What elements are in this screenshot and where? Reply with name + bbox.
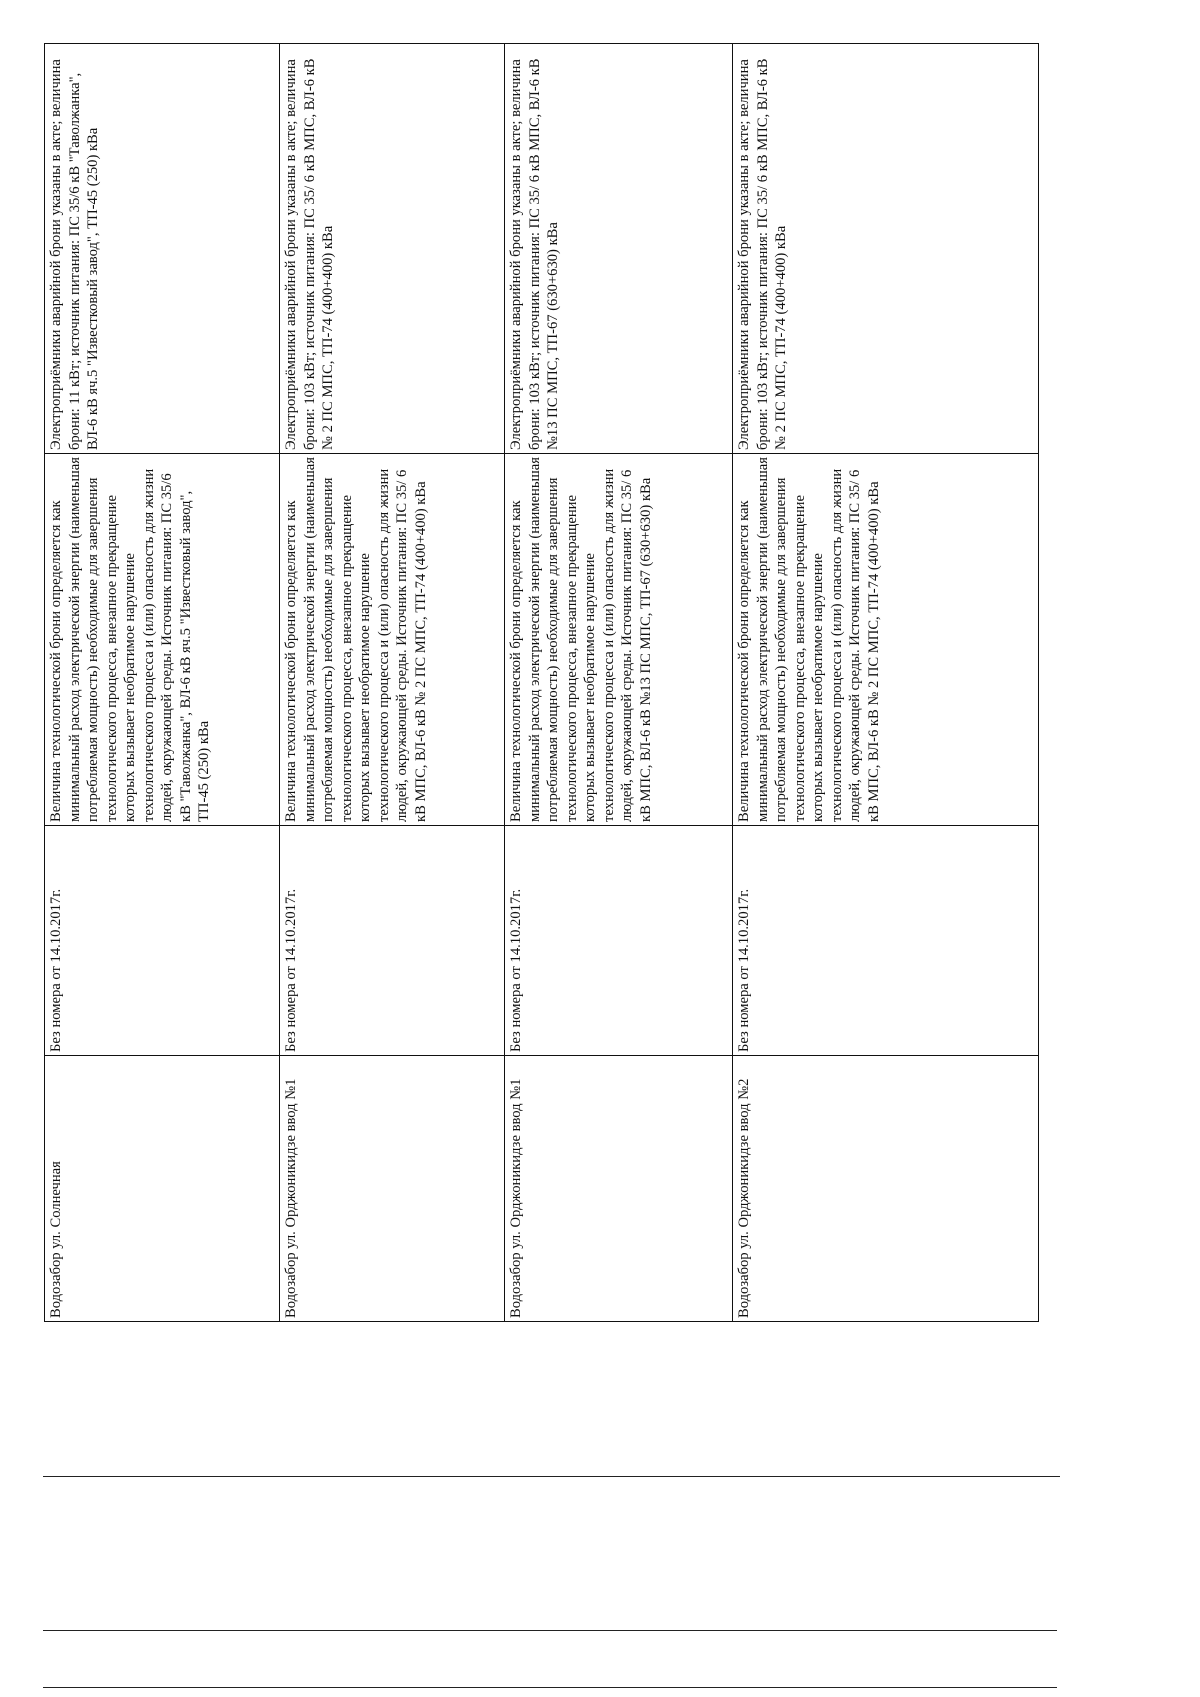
- table-row: [280, 44, 505, 1322]
- technological-backup-cell: Величина технологической брони определяется как минимальный расход электрической энергии (наименьшая потребляемая мощность) необходимые для завершения технологического процесса, внезапное прекращение которых вызывает необратимое нарушение технологического процесса и (или) опасность для жизни людей, окружающей среды. Источник питания: ПС 35/ 6 кВ МПС, ВЛ-6 кВ № 2 ПС МПС, ТП-74 (400+400) кВа: [733, 454, 1039, 826]
- object-cell: Водозабор ул. Орджоникидзе ввод №1: [505, 1056, 733, 1322]
- act-cell: Без номера от 14.10.2017г.: [280, 826, 505, 1056]
- technological-backup-cell: Величина технологической брони определяется как минимальный расход электрической энергии (наименьшая потребляемая мощность) необходимые для завершения технологического процесса, внезапное прекращение которых вызывает необратимое нарушение технологического процесса и (или) опасность для жизни людей, окружающей среды. Источник питания: ПС 35/ 6 кВ МПС, ВЛ-6 кВ №13 ПС МПС, ТП-67 (630+630) кВа: [505, 454, 733, 826]
- technological-backup-cell: Величина технологической брони определяется как минимальный расход электрической энергии (наименьшая потребляемая мощность) необходимые для завершения технологического процесса, внезапное прекращение которых вызывает необратимое нарушение технологического процесса и (или) опасность для жизни людей, окружающей среды. Источник питания: ПС 35/ 6 кВ МПС, ВЛ-6 кВ № 2 ПС МПС, ТП-74 (400+400) кВа: [280, 454, 505, 826]
- act-cell: Без номера от 14.10.2017г.: [733, 826, 1039, 1056]
- object-cell: Водозабор ул. Орджоникидзе ввод №2: [733, 1056, 1039, 1322]
- horizontal-rule: [43, 1687, 1057, 1688]
- object-cell: Водозабор ул. Солнечная: [45, 1056, 280, 1322]
- technological-backup-cell: Величина технологической брони определяется как минимальный расход электрической энергии (наименьшая потребляемая мощность) необходимые для завершения технологического процесса, внезапное прекращение которых вызывает необратимое нарушение технологического процесса и (или) опасность для жизни людей, окружающей среды. Источник питания: ПС 35/6 кВ "Таволжанка", ВЛ-6 кВ яч.5 "Известковый завод", ТП-45 (250) кВа: [45, 454, 280, 826]
- table-row: [505, 44, 733, 1322]
- act-cell: Без номера от 14.10.2017г.: [505, 826, 733, 1056]
- horizontal-rule: [43, 1476, 1060, 1477]
- object-cell: Водозабор ул. Орджоникидзе ввод №1: [280, 1056, 505, 1322]
- backup-power-table: [44, 43, 1039, 1322]
- emergency-backup-cell: Электроприёмники аварийной брони указаны в акте; величина брони: 11 кВт; источник питания: ПС 35/6 кВ "Таволжанка", ВЛ-6 кВ яч.5 "Известковый завод", ТП-45 (250) кВа: [45, 44, 280, 454]
- table-row: [45, 44, 280, 1322]
- table-row: [733, 44, 1039, 1322]
- emergency-backup-cell: Электроприёмники аварийной брони указаны в акте; величина брони: 103 кВт; источник питания: ПС 35/ 6 кВ МПС, ВЛ-6 кВ №13 ПС МПС, ТП-67 (630+630) кВа: [505, 44, 733, 454]
- rotated-table-wrapper: [44, 44, 1038, 1322]
- horizontal-rule: [43, 1630, 1057, 1631]
- emergency-backup-cell: Электроприёмники аварийной брони указаны в акте; величина брони: 103 кВт; источник питания: ПС 35/ 6 кВ МПС, ВЛ-6 кВ № 2 ПС МПС, ТП-74 (400+400) кВа: [733, 44, 1039, 454]
- act-cell: Без номера от 14.10.2017г.: [45, 826, 280, 1056]
- emergency-backup-cell: Электроприёмники аварийной брони указаны в акте; величина брони: 103 кВт; источник питания: ПС 35/ 6 кВ МПС, ВЛ-6 кВ № 2 ПС МПС, ТП-74 (400+400) кВа: [280, 44, 505, 454]
